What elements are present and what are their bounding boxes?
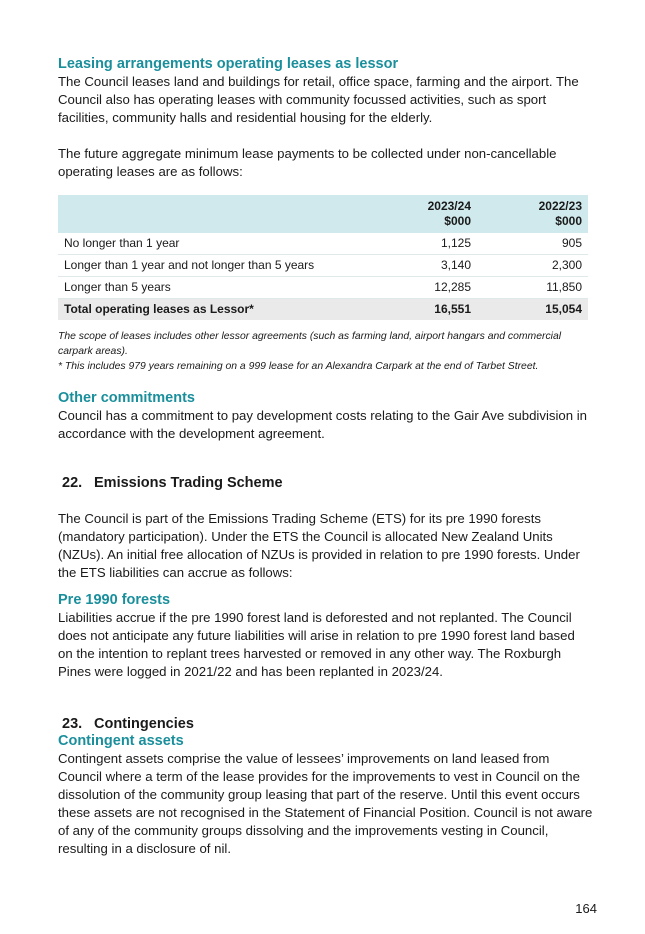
row-value-2023-24: 3,140 xyxy=(370,255,477,277)
row-label: No longer than 1 year xyxy=(58,233,370,255)
row-label: Longer than 1 year and not longer than 5 years xyxy=(58,255,370,277)
contingent-assets-text: Contingent assets comprise the value of lessees’ improvements on land leased from Council where a term of the lease provides for the improvements to vest in Council on the dissolution of the community group leasing that part of the reserve. Until this event occurs these assets are not recognised in the Statement of Financial Position. Council is not aware of any of the community groups dissolving and the improvements vesting in Council, resulting in a disclosure of nil. xyxy=(58,751,593,856)
leasing-para-1: The Council leases land and buildings for retail, office space, farming and the airport. The Council also has operating leases with community focussed activities, such as sport facilities, community halls and residential housing for the elderly. xyxy=(58,74,579,125)
section-22-para: The Council is part of the Emissions Trading Scheme (ETS) for its pre 1990 forests (mandatory participation). Under the ETS the Council is allocated New Zealand Units (NZUs). An initial free allocation of NZUs is provided in relation to pre 1990 forests. Under the ETS liabilities can accrue as follows: xyxy=(58,511,580,580)
footnote: * This includes 979 years remaining on a 999 lease for an Alexandra Carpark at the end of Tarbet Street. xyxy=(58,361,539,372)
pre-1990-forests-heading: Pre 1990 forests xyxy=(58,592,171,608)
section-22-title-text: Emissions Trading Scheme xyxy=(94,475,283,491)
table-total-row xyxy=(58,299,588,321)
other-commitments-text: Council has a commitment to pay development costs relating to the Gair Ave subdivision in accordance with the development agreement. xyxy=(58,408,587,441)
total-value-2022-23: 15,054 xyxy=(477,299,588,321)
table-row xyxy=(58,255,588,277)
scope-note: The scope of leases includes other lessor agreements (such as farming land, airport hangars and commercial carpark areas). xyxy=(58,331,562,357)
page-number: 164 xyxy=(575,901,597,916)
row-label: Longer than 5 years xyxy=(58,277,370,299)
section-22-title xyxy=(58,474,593,492)
col-2023-24-header: 2023/24 $000 xyxy=(370,195,477,233)
section-23-title xyxy=(58,715,593,733)
contingent-assets-heading: Contingent assets xyxy=(58,733,184,749)
row-value-2022-23: 905 xyxy=(477,233,588,255)
total-value-2023-24: 16,551 xyxy=(370,299,477,321)
col-2022-23-header: 2022/23 $000 xyxy=(477,195,588,233)
row-value-2022-23: 11,850 xyxy=(477,277,588,299)
section-22-number: 22. xyxy=(62,475,83,491)
total-label: Total operating leases as Lessor* xyxy=(58,299,370,321)
row-value-2023-24: 1,125 xyxy=(370,233,477,255)
row-value-2023-24: 12,285 xyxy=(370,277,477,299)
table-row xyxy=(58,233,588,255)
section-23-number: 23. xyxy=(62,716,83,732)
section-23-title-text: Contingencies xyxy=(94,716,194,732)
lease-table-header xyxy=(58,195,588,233)
other-commitments-heading: Other commitments xyxy=(58,390,195,406)
table-row xyxy=(58,277,588,299)
table-notes xyxy=(58,329,593,374)
document-page xyxy=(58,56,593,858)
lease-table xyxy=(58,195,588,320)
leasing-heading: Leasing arrangements operating leases as lessor xyxy=(58,56,399,72)
leasing-para-2: The future aggregate minimum lease payments to be collected under non-cancellable operating leases are as follows: xyxy=(58,146,557,179)
pre-1990-forests-text: Liabilities accrue if the pre 1990 forest land is deforested and not replanted. The Council does not anticipate any future liabilities will arise in relation to pre 1990 forest land based on the intention to replant trees harvested or removed in any other way. The Roxburgh Pines were logged in 2021/22 and has been replanted in 2023/24. xyxy=(58,610,575,679)
row-value-2022-23: 2,300 xyxy=(477,255,588,277)
